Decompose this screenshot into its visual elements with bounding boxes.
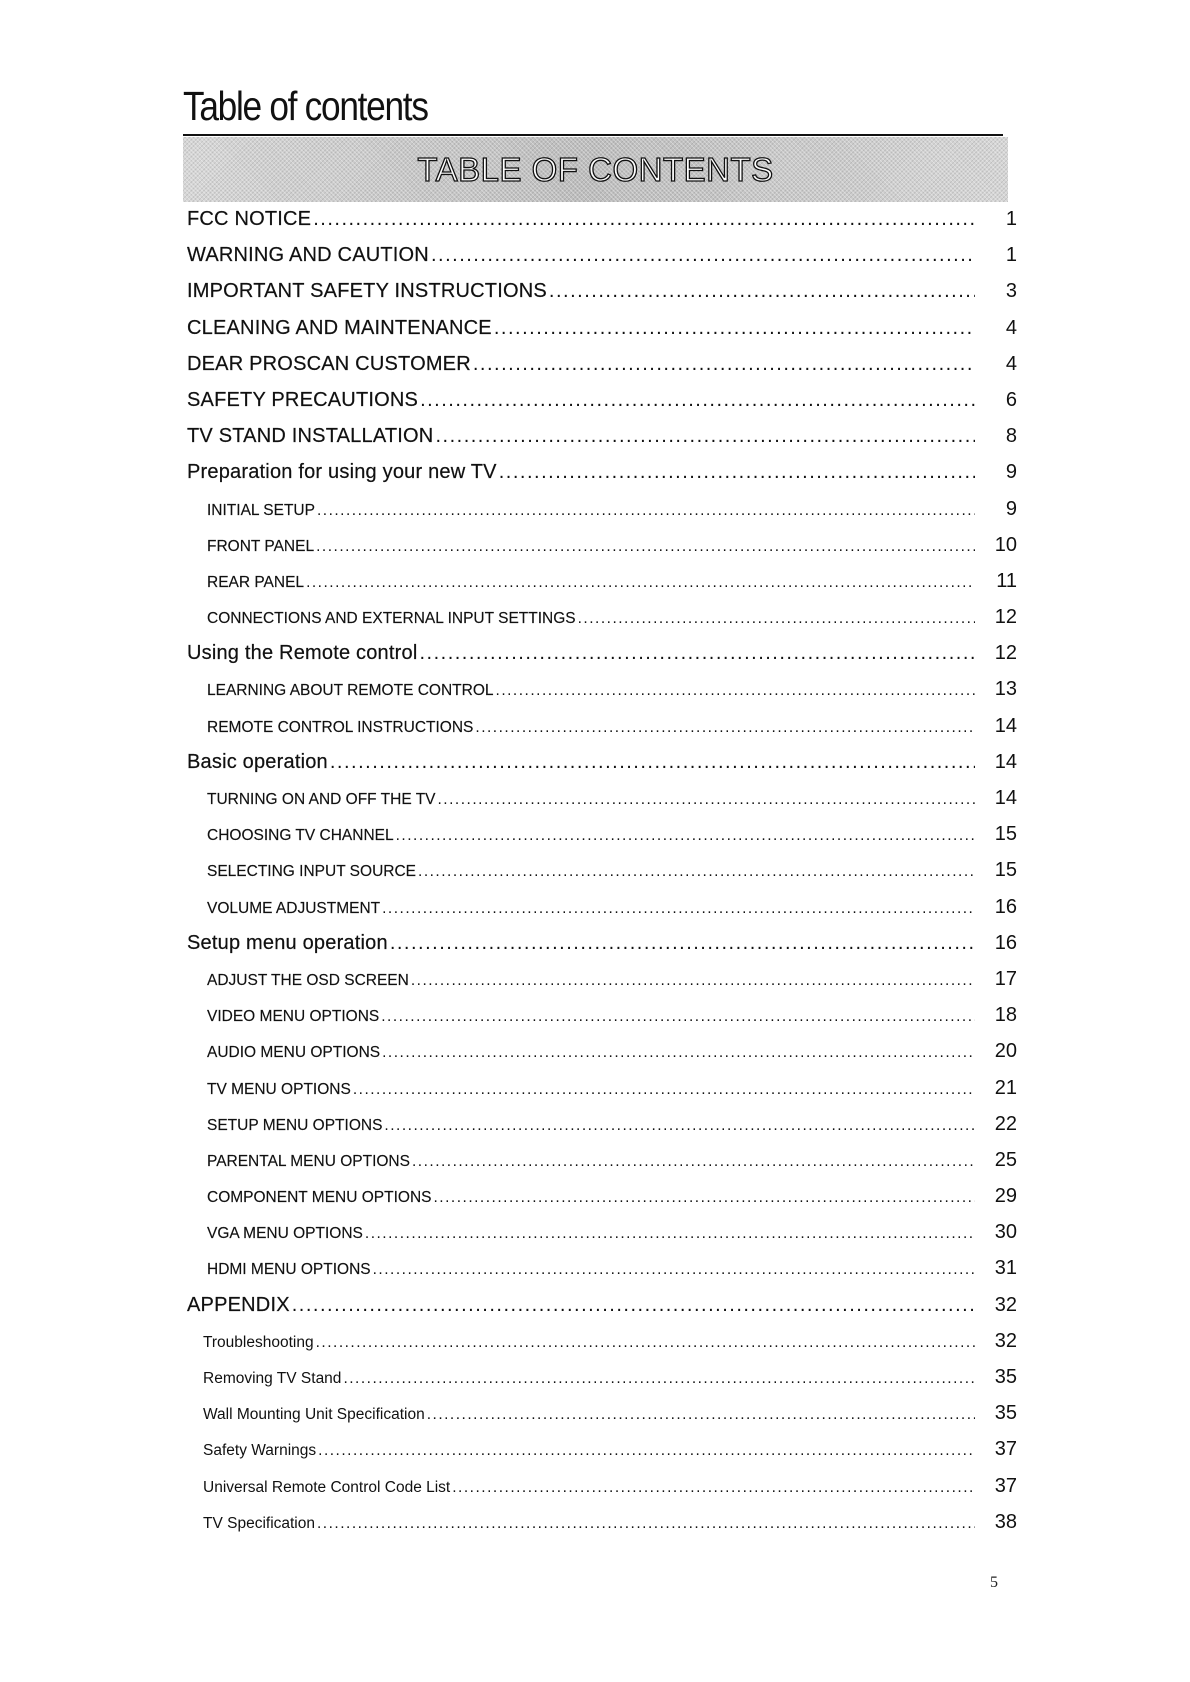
toc-entry-page: 15 — [994, 823, 1017, 846]
toc-entry-label: Removing TV Stand — [203, 1370, 342, 1387]
toc-entry-label: Safety Warnings — [203, 1442, 317, 1460]
toc-entry[interactable] — [187, 1221, 1017, 1257]
toc-entry[interactable] — [187, 751, 1017, 787]
toc-entry-page: 32 — [994, 1329, 1017, 1352]
toc-entry-label: Universal Remote Control Code List — [203, 1478, 451, 1496]
toc-entry[interactable] — [187, 932, 1017, 968]
toc-entry-page: 37 — [994, 1438, 1017, 1461]
toc-dot-leader — [452, 1479, 975, 1497]
toc-entry-label: VGA MENU OPTIONS — [207, 1225, 363, 1243]
toc-entry-label: FCC NOTICE — [187, 208, 312, 230]
toc-entry-page: 16 — [994, 895, 1017, 918]
banner-heading: TABLE OF CONTENTS — [417, 150, 774, 188]
toc-dot-leader — [317, 1515, 975, 1533]
toc-entry[interactable] — [187, 1077, 1017, 1113]
toc-dot-leader — [365, 1225, 975, 1243]
toc-entry[interactable] — [187, 498, 1017, 534]
toc-entry-page: 12 — [994, 606, 1017, 629]
toc-dot-leader — [343, 1370, 975, 1388]
toc-entry-page: 4 — [1005, 316, 1017, 339]
toc-dot-leader — [496, 682, 975, 700]
toc-entry-label: REAR PANEL — [207, 573, 305, 591]
toc-entry-label: PARENTAL MENU OPTIONS — [207, 1152, 410, 1170]
toc-dot-leader — [317, 502, 975, 520]
toc-entry[interactable] — [187, 968, 1017, 1004]
toc-dot-leader — [475, 719, 975, 737]
toc-entry-label: TV MENU OPTIONS — [207, 1080, 351, 1098]
toc-dot-leader — [473, 353, 975, 376]
toc-entry-page: 25 — [994, 1148, 1017, 1171]
toc-dot-leader — [578, 610, 975, 628]
toc-entry[interactable] — [187, 1004, 1017, 1040]
toc-entry-page: 35 — [994, 1402, 1017, 1425]
toc-entry-page: 11 — [996, 569, 1017, 592]
toc-dot-leader — [382, 900, 975, 918]
toc-entry[interactable] — [187, 317, 1017, 353]
toc-dot-leader — [411, 972, 975, 990]
toc-entry-page: 14 — [994, 750, 1017, 773]
toc-entry-label: HDMI MENU OPTIONS — [207, 1261, 371, 1279]
toc-entry-label: TURNING ON AND OFF THE TV — [207, 791, 436, 808]
toc-entry-label: Basic operation — [187, 750, 328, 773]
toc-entry-label: TV Specification — [203, 1514, 315, 1532]
toc-entry-label: SELECTING INPUT SOURCE — [207, 863, 417, 881]
toc-entry-page: 14 — [994, 787, 1017, 809]
toc-entry[interactable] — [187, 823, 1017, 859]
toc-entry[interactable] — [187, 1113, 1017, 1149]
toc-entry-page: 6 — [1005, 388, 1017, 411]
toc-entry[interactable] — [187, 244, 1017, 280]
toc-entry-page: 21 — [994, 1076, 1017, 1099]
toc-dot-leader — [384, 1117, 975, 1135]
toc-dot-leader — [435, 425, 975, 448]
toc-entry-label: Preparation for using your new TV — [187, 461, 497, 484]
toc-dot-leader — [431, 244, 975, 267]
toc-entry-label: Using the Remote control — [187, 642, 418, 665]
toc-entry-page: 14 — [994, 714, 1017, 737]
toc-entry-page: 29 — [994, 1185, 1017, 1208]
toc-entry-label: Troubleshooting — [203, 1333, 314, 1351]
toc-entry[interactable] — [187, 280, 1017, 316]
toc-entry[interactable] — [187, 1511, 1017, 1547]
toc-entry-label: APPENDIX — [187, 1293, 290, 1316]
toc-dot-leader — [438, 791, 976, 809]
toc-entry-page: 16 — [994, 931, 1017, 954]
toc-dot-leader — [353, 1081, 975, 1099]
toc-entry[interactable] — [187, 1402, 1017, 1438]
toc-dot-leader — [499, 461, 975, 484]
toc-entry-label: LEARNING ABOUT REMOTE CONTROL — [207, 682, 494, 700]
toc-entry[interactable] — [187, 1330, 1017, 1366]
table-of-contents — [187, 208, 1017, 1547]
toc-dot-leader — [316, 1334, 975, 1352]
toc-entry-label: VOLUME ADJUSTMENT — [207, 899, 381, 917]
toc-entry[interactable] — [187, 1040, 1017, 1076]
toc-entry-page: 9 — [1005, 497, 1017, 520]
toc-dot-leader — [418, 863, 975, 881]
toc-entry[interactable] — [187, 1294, 1017, 1330]
toc-dot-leader — [318, 1442, 975, 1460]
toc-entry[interactable] — [187, 859, 1017, 895]
toc-dot-leader — [433, 1189, 975, 1207]
toc-dot-leader — [313, 208, 975, 231]
toc-entry[interactable] — [187, 425, 1017, 461]
toc-entry[interactable] — [187, 208, 1017, 244]
toc-entry-label: VIDEO MENU OPTIONS — [207, 1008, 380, 1026]
toc-dot-leader — [292, 1294, 975, 1317]
toc-entry[interactable] — [187, 787, 1017, 823]
toc-entry[interactable] — [187, 642, 1017, 678]
toc-dot-leader — [412, 1153, 975, 1171]
toc-entry[interactable] — [187, 570, 1017, 606]
toc-entry-page: 22 — [994, 1112, 1017, 1135]
toc-dot-leader — [420, 389, 975, 412]
toc-entry-page: 20 — [994, 1040, 1017, 1063]
toc-entry[interactable] — [187, 1475, 1017, 1511]
toc-entry-label: TV STAND INSTALLATION — [187, 425, 434, 448]
toc-entry-page: 18 — [994, 1004, 1017, 1027]
title-divider — [183, 134, 1003, 136]
toc-entry[interactable] — [187, 534, 1017, 570]
toc-entry-page: 1 — [1005, 244, 1017, 267]
toc-entry[interactable] — [187, 1185, 1017, 1221]
toc-entry-page: 17 — [994, 967, 1017, 990]
toc-entry[interactable] — [187, 353, 1017, 389]
toc-entry-label: WARNING AND CAUTION — [187, 244, 429, 267]
toc-entry[interactable] — [187, 678, 1017, 714]
toc-entry-page: 4 — [1005, 352, 1017, 375]
toc-entry-label: COMPONENT MENU OPTIONS — [207, 1189, 432, 1207]
toc-entry-label: DEAR PROSCAN CUSTOMER — [187, 352, 471, 375]
toc-entry-label: ADJUST THE OSD SCREEN — [207, 971, 409, 989]
toc-dot-leader — [390, 932, 975, 955]
toc-entry-page: 32 — [994, 1293, 1017, 1316]
toc-entry[interactable] — [187, 1366, 1017, 1402]
toc-entry[interactable] — [187, 715, 1017, 751]
toc-entry-page: 37 — [994, 1474, 1017, 1497]
toc-entry-label: REMOTE CONTROL INSTRUCTIONS — [207, 718, 474, 736]
toc-entry-page: 15 — [994, 859, 1017, 882]
toc-entry-page: 31 — [994, 1257, 1017, 1280]
toc-banner — [183, 137, 1008, 202]
toc-dot-leader — [419, 642, 975, 665]
toc-entry[interactable] — [187, 389, 1017, 425]
toc-entry[interactable] — [187, 461, 1017, 497]
toc-entry-label: CHOOSING TV CHANNEL — [207, 827, 394, 845]
toc-entry-page: 1 — [1005, 208, 1017, 230]
toc-entry-page: 10 — [994, 533, 1017, 556]
toc-entry-label: Wall Mounting Unit Specification — [203, 1406, 425, 1424]
toc-dot-leader — [306, 574, 975, 592]
toc-entry-page: 35 — [994, 1366, 1017, 1388]
toc-entry-page: 8 — [1005, 425, 1017, 448]
toc-dot-leader — [316, 538, 975, 556]
toc-dot-leader — [373, 1261, 975, 1279]
toc-entry-page: 12 — [994, 642, 1017, 665]
toc-entry-label: INITIAL SETUP — [207, 501, 315, 519]
toc-entry[interactable] — [187, 896, 1017, 932]
toc-entry[interactable] — [187, 606, 1017, 642]
toc-dot-leader — [549, 280, 975, 303]
toc-entry-label: SETUP MENU OPTIONS — [207, 1116, 383, 1134]
toc-entry[interactable] — [187, 1257, 1017, 1293]
toc-entry-label: IMPORTANT SAFETY INSTRUCTIONS — [187, 280, 547, 303]
toc-entry[interactable] — [187, 1438, 1017, 1474]
toc-entry-page: 9 — [1005, 461, 1017, 484]
toc-dot-leader — [494, 317, 975, 340]
toc-dot-leader — [396, 827, 975, 845]
toc-entry-label: CLEANING AND MAINTENANCE — [187, 316, 492, 339]
toc-dot-leader — [381, 1008, 975, 1026]
toc-entry-page: 30 — [994, 1221, 1017, 1244]
toc-entry-page: 3 — [1005, 280, 1017, 303]
page-number: 5 — [990, 1574, 998, 1591]
toc-entry[interactable] — [187, 1149, 1017, 1185]
toc-entry-label: AUDIO MENU OPTIONS — [207, 1044, 381, 1062]
toc-entry-label: SAFETY PRECAUTIONS — [187, 388, 419, 411]
toc-dot-leader — [382, 1044, 975, 1062]
toc-entry-label: CONNECTIONS AND EXTERNAL INPUT SETTINGS — [207, 610, 576, 628]
toc-dot-leader — [330, 751, 975, 774]
page-title: Table of contents — [183, 83, 428, 129]
toc-entry-page: 38 — [994, 1510, 1017, 1533]
toc-entry-label: FRONT PANEL — [207, 537, 315, 555]
toc-entry-page: 13 — [994, 678, 1017, 701]
toc-entry-label: Setup menu operation — [187, 931, 388, 954]
toc-dot-leader — [427, 1406, 975, 1424]
